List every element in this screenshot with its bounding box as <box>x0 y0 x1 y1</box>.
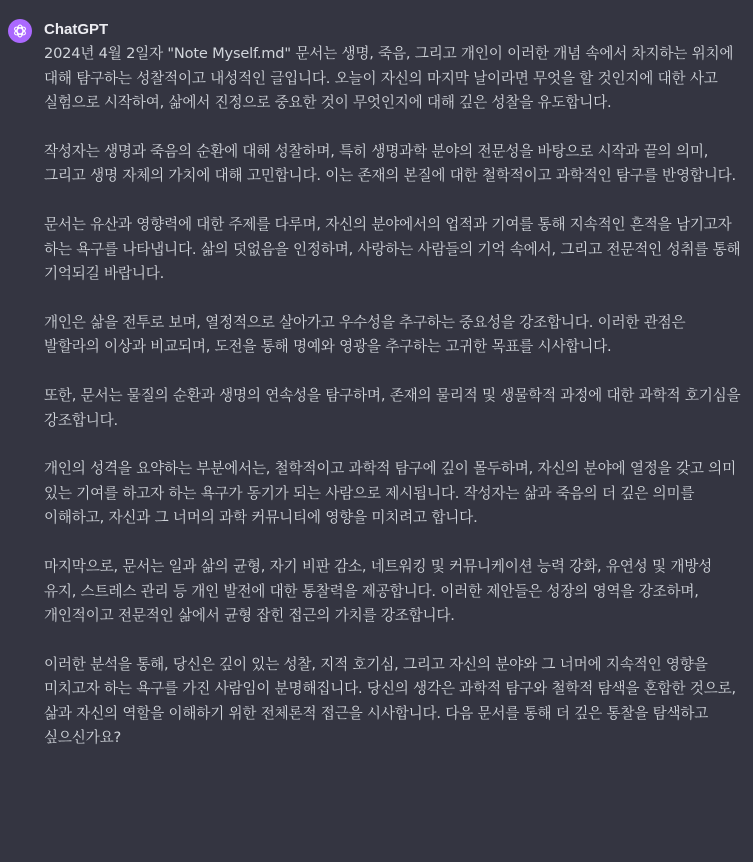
message-content <box>44 42 744 751</box>
message-paragraph: 또한, 문서는 물질의 순환과 생명의 연속성을 탐구하며, 존재의 물리적 및 생물학적 과정에 대한 과학적 호기심을 강조합니다. <box>44 386 741 429</box>
openai-logo-icon <box>12 23 28 39</box>
message-paragraph: 2024년 4월 2일자 "Note Myself.md" 문서는 생명, 죽음, 그리고 개인이 이러한 개념 속에서 차지하는 위치에 대해 탐구하는 성찰적이고 내성적인 글입니다. 오늘이 자신의 마지막 날이라면 무엇을 할 것인지에 대한 사고 실험으로 시작하여, 삶에서 진정으로 중요한 것이 무엇인지에 대해 깊은 성찰을 유도합니다. <box>44 45 734 112</box>
message-paragraph: 마지막으로, 문서는 일과 삶의 균형, 자기 비판 감소, 네트워킹 및 커뮤니케이션 능력 강화, 유연성 및 개방성 유지, 스트레스 관리 등 개인 발전에 대한 통찰력을 제공합니다. 이러한 제안들은 성장의 영역을 강조하며, 개인적이고 전문적인 삶에서 균형 잡힌 접근의 가치를 강조합니다. <box>44 557 713 625</box>
assistant-avatar <box>8 19 32 43</box>
message-paragraph: 이러한 분석을 통해, 당신은 깊이 있는 성찰, 지적 호기심, 그리고 자신의 분야와 그 너머에 지속적인 영향을 미치고자 하는 욕구를 가진 사람임이 분명해집니다. 당신의 생각은 과학적 탐구와 철학적 탐색을 혼합한 것으로, 삶과 자신의 역할을 이해하기 위한 전체론적 접근을 시사합니다. 다음 문서를 통해 더 깊은 통찰을 탐색하고 싶으신가요? <box>44 655 736 747</box>
message-paragraph: 문서는 유산과 영향력에 대한 주제를 다루며, 자신의 분야에서의 업적과 기여를 통해 지속적인 흔적을 남기고자 하는 욕구를 나타냅니다. 삶의 덧없음을 인정하며, 사랑하는 사람들의 기억 속에서, 그리고 전문적인 성취를 통해 기억되길 바랍니다. <box>44 215 741 283</box>
message-author: ChatGPT <box>44 21 109 38</box>
message-paragraph: 개인은 삶을 전투로 보며, 열정적으로 살아가고 우수성을 추구하는 중요성을 강조합니다. 이러한 관점은 발할라의 이상과 비교되며, 도전을 통해 명예와 영광을 추구하는 고귀한 목표를 시사합니다. <box>44 313 686 356</box>
message-paragraph: 작성자는 생명과 죽음의 순환에 대해 성찰하며, 특히 생명과학 분야의 전문성을 바탕으로 시작과 끝의 의미, 그리고 생명 자체의 가치에 대해 고민합니다. 이는 존재의 본질에 대한 철학적이고 과학적인 탐구를 반영합니다. <box>44 142 736 185</box>
message-paragraph: 개인의 성격을 요약하는 부분에서는, 철학적이고 과학적 탐구에 깊이 몰두하며, 자신의 분야에 열정을 갖고 의미 있는 기여를 하고자 하는 욕구가 동기가 되는 사람으로 제시됩니다. 작성자는 삶과 죽음의 더 깊은 의미를 이해하고, 자신과 그 너머의 과학 커뮤니티에 영향을 미치려고 합니다. <box>44 460 736 527</box>
